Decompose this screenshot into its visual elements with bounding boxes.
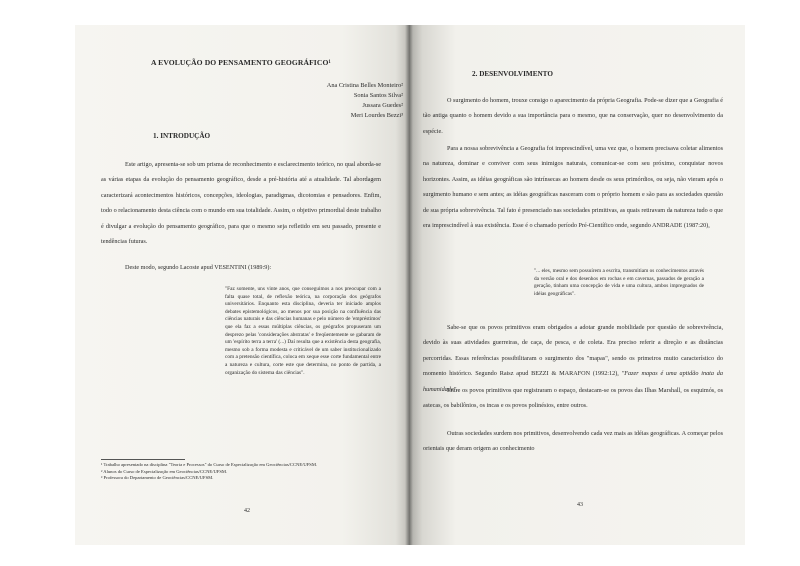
section-heading-development: 2. DESENVOLVIMENTO	[472, 70, 553, 78]
author-name: Ana Cristina Belles Monteiro²	[326, 82, 403, 89]
section-heading-introduction: 1. INTRODUÇÃO	[153, 132, 211, 140]
author-list	[253, 81, 403, 121]
book-gutter-shadow	[405, 25, 413, 545]
author-name: Jussara Guedes²	[362, 102, 403, 109]
footnote: ² Alunos do Curso de Especialização em Geociências/CCNE/UFSM.	[101, 468, 228, 474]
development-paragraph: Para a nossa sobrevivência a Geografia foi imprescindível, uma vez que, o homem precisava coletar alimentos na natureza, dominar e conviver com seus inimigos naturais, comunicar-se com seu próximo, conquistar novos horizontes. Assim, as idéias geográficas são intrínsecas ao homem desde os seus primórdios, ou seja, não vieram após o surgimento humano e sem antes; as idéias geográficas nasceram com o próprio homem e são para as sociedades questão de sua própria sobrevivência. Tal fato é presenciado nas sociedades primitivas, as quais retiravam da natureza tudo o que era imprescindível à sua existência. Esse é o chamado período Pré-Científico onde, segundo ANDRADE (1987:20),	[423, 145, 723, 230]
footnotes	[101, 462, 371, 482]
development-paragraph: Entre os povos primitivos que registraram o espaço, destacam-se os povos das Ilhas Marshall, os esquimós, os astecas, os babilônios, os incas e os povos polinésios, entre outros.	[423, 387, 723, 410]
block-quote: "... eles, mesmo sem possuírem a escrita, transmitiam os conhecimentos através da versão oral e dos desenhos em rochas e em cavernas, passados de geração a geração, tinham uma concepção de vida e uma cultura, ambos impregnados de idéias geográficas".	[534, 268, 704, 297]
right-page	[409, 25, 745, 545]
footnote: ¹ Trabalho apresentado na disciplina "Teoria e Processos" do Curso de Especialização em Geociências/CCNE/UFSM.	[101, 462, 318, 467]
article-title: A EVOLUÇÃO DO PENSAMENTO GEOGRÁFICO¹	[151, 58, 331, 67]
page-number: 42	[244, 508, 250, 514]
development-paragraph: O surgimento do homem, trouxe consigo o aparecimento da própria Geografia. Pode-se dizer que a Geografia é tão antiga quanto o homem devido a sua importância para o mesmo, que na conservação, quer no desenvolvimento da espécie.	[423, 97, 723, 135]
block-quote: "Faz somente, uns vinte anos, que conseguimos a nos preocupar com a falta quase total, de reflexão teórica, na corporação dos geógrafos universitários. Enquanto esta disciplina, deveria ter iniciado amplos debates epistemológicos, ao menos por sua posição na confluência das ciências naturais e das ciências humanas e pelo número de 'empréstimos' que ela faz a essas múltiplas ciências, os geógrafos propuseram um desprezo pelas 'considerações abstratas' e freqüentemente se gabaram de um 'espírito terra a terra' (...) Daí resulta que a existência desta geografia, mesmo sob a forma modesta e criticável de um saber institucionalizado com a pretensão científica, coloca em xeque esse corte fundamental entre a natureza e cultura, corte este que determina, no ponto de partida, a organização do sistema das ciências".	[225, 286, 381, 376]
development-paragraph: Outras sociedades surdem nos primitivos, desenvolvendo cada vez mais as idéias geográficas. A começar pelos orientais que deram origem ao conhecimento	[423, 430, 723, 453]
paragraph-text: Sabe-se que os povos primitivos eram obrigados a adotar grande mobilidade por questão de sobrevivência, devido às suas atividades guerreiras, de caça, de pesca, e de coleta. Era preciso referir a direção e as distâncias percorridas. Essas referências possibilitaram o surgimento dos "mapas", sendo os primeiros muito característico do momento histórico. Segundo Raisz apud BEZZI & MARAFON (1992:12),	[423, 324, 723, 378]
author-name: Sonia Santos Silva²	[353, 92, 403, 99]
footnote-divider	[101, 459, 185, 460]
book-spread	[75, 25, 745, 545]
lead-in-paragraph: Deste modo, segundo Lacoste apud VESENTINI (1989:9):	[125, 264, 272, 271]
intro-paragraph: Este artigo, apresenta-se sob um prisma de reconhecimento e esclarecimento teórico, no qual aborda-se as várias etapas da evolução do pensamento geográfico, desde a pré-história até a atualidade. Tal abordagem caracterizará acontecimentos históricos, concepções, ideologias, paradigmas, dicotomias e pensadores. Enfim, todo o relacionamento desta ciência com o mundo em sua totalidade. Assim, o objetivo primordial deste trabalho é divulgar a evolução do pensamento geográfico, para que o mesmo seja refletido em seu passado, presente e tendências futuras.	[101, 161, 381, 246]
inline-quote: "Fazer mapas é uma aptidão inata da humanidade".	[423, 370, 723, 393]
footnote: ³ Professora do Departamento de Geociências/CCNE/UFSM.	[101, 475, 214, 481]
page-number: 43	[577, 502, 583, 508]
author-name: Meri Lourdes Bezzi³	[350, 112, 403, 119]
left-page	[75, 25, 409, 545]
